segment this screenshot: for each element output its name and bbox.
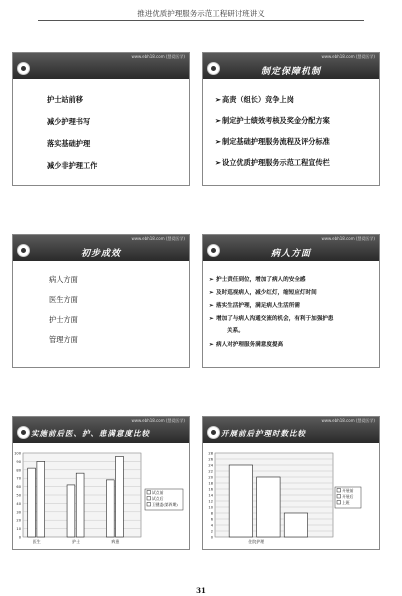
y-tick-label: 70 bbox=[16, 476, 21, 481]
slide-url: www.ebh18.com (慧爱医学) bbox=[131, 54, 185, 59]
y-tick-label: 12 bbox=[208, 499, 213, 504]
x-tick-label: 住院护理 bbox=[248, 539, 265, 544]
y-tick-label: 8 bbox=[210, 511, 213, 516]
bar bbox=[229, 465, 252, 537]
arrow-bullet-icon: ➢ bbox=[209, 277, 214, 283]
y-tick-label: 18 bbox=[208, 481, 213, 486]
arrow-bullet-icon: ➢ bbox=[209, 303, 214, 309]
arrow-bullet-icon: ➢ bbox=[215, 116, 222, 125]
y-tick-label: 24 bbox=[208, 463, 213, 468]
slide-1-list bbox=[47, 95, 97, 171]
list-item: 管理方面 bbox=[49, 335, 78, 344]
slide-4-list bbox=[209, 275, 333, 348]
logo-icon bbox=[207, 426, 220, 439]
bar bbox=[67, 485, 75, 537]
arrow-bullet-icon: ➢ bbox=[215, 95, 222, 104]
arrow-bullet-icon: ➢ bbox=[215, 137, 222, 146]
slide-4 bbox=[202, 234, 380, 368]
y-tick-label: 14 bbox=[208, 493, 213, 498]
legend-label: 卫健委(第四期) bbox=[152, 501, 178, 507]
list-item: ➢制定护士绩效考核及奖金分配方案 bbox=[215, 116, 330, 125]
slide-title: 实施前后医、护、患满意度比较 bbox=[31, 429, 150, 438]
legend-label: 试点前 bbox=[152, 489, 164, 495]
list-item: 减少非护理工作 bbox=[47, 161, 98, 170]
list-item: 医生方面 bbox=[49, 295, 78, 304]
y-tick-label: 22 bbox=[208, 469, 213, 474]
list-item: ➢ 增加了与病人沟通交流的机会，有利于加强护患 bbox=[209, 316, 334, 322]
slide-5 bbox=[12, 416, 190, 550]
logo-icon bbox=[17, 426, 30, 439]
slide-3 bbox=[12, 234, 190, 368]
y-tick-label: 2 bbox=[210, 529, 213, 534]
legend-swatch bbox=[147, 491, 151, 495]
y-tick-label: 50 bbox=[16, 493, 21, 498]
list-item: ➢高责（组长）竞争上岗 bbox=[215, 95, 294, 104]
header-rule bbox=[38, 20, 364, 21]
slide-2 bbox=[202, 52, 380, 186]
x-tick-label: 医生 bbox=[32, 539, 41, 544]
y-tick-label: 0 bbox=[18, 535, 21, 540]
list-item: ➢ 及时巡视病人，减少红灯，缩短应灯时间 bbox=[209, 290, 317, 296]
y-tick-label: 28 bbox=[208, 451, 213, 456]
y-tick-label: 10 bbox=[208, 505, 213, 510]
y-tick-label: 20 bbox=[208, 475, 213, 480]
logo-icon bbox=[17, 62, 30, 75]
bar bbox=[28, 468, 36, 537]
slide-6 bbox=[202, 416, 380, 550]
satisfaction-bar-chart bbox=[13, 447, 189, 547]
arrow-bullet-icon: ➢ bbox=[209, 316, 214, 322]
bar bbox=[106, 480, 114, 537]
bar bbox=[257, 477, 280, 537]
legend-label: 上班 bbox=[342, 499, 350, 505]
legend-swatch bbox=[337, 495, 341, 499]
list-item: ➢制定基础护理服务流程及评分标准 bbox=[215, 137, 330, 146]
legend-label: 试点后 bbox=[152, 495, 164, 501]
y-tick-label: 40 bbox=[16, 501, 21, 506]
slide-url: www.ebh18.com (慧爱医学) bbox=[321, 54, 375, 59]
list-item-continuation: 关系。 bbox=[227, 328, 244, 334]
slide-url: www.ebh18.com (慧爱医学) bbox=[321, 418, 375, 423]
list-item: 护士方面 bbox=[49, 315, 78, 324]
legend-swatch bbox=[337, 489, 341, 493]
y-tick-label: 90 bbox=[16, 459, 21, 464]
legend-swatch bbox=[337, 501, 341, 505]
x-tick-label: 病患 bbox=[111, 539, 120, 544]
list-item: ➢设立优质护理服务示范工程宣传栏 bbox=[215, 158, 330, 167]
bar bbox=[116, 456, 124, 537]
list-item: ➢ 护士责任到位，增加了病人的安全感 bbox=[209, 277, 306, 283]
y-tick-label: 20 bbox=[16, 518, 21, 523]
y-tick-label: 6 bbox=[210, 517, 213, 522]
list-item: ➢ 落实生活护理，满足病人生活所需 bbox=[209, 303, 300, 309]
slide-2-list bbox=[215, 95, 330, 168]
y-tick-label: 30 bbox=[16, 510, 21, 515]
legend-label: 开展后 bbox=[342, 493, 354, 499]
legend-swatch bbox=[147, 497, 151, 501]
arrow-bullet-icon: ➢ bbox=[209, 342, 214, 348]
list-item: 减少护理书写 bbox=[47, 117, 91, 126]
y-tick-label: 80 bbox=[16, 468, 21, 473]
slide-1 bbox=[12, 52, 190, 186]
bar bbox=[76, 473, 84, 537]
bar bbox=[284, 513, 307, 537]
slide-url: www.ebh18.com (慧爱医学) bbox=[131, 418, 185, 423]
page-header: 推进优质护理服务示范工程研讨班讲义 bbox=[137, 9, 265, 18]
arrow-bullet-icon: ➢ bbox=[209, 290, 214, 296]
slide-3-list bbox=[49, 275, 78, 345]
bar bbox=[37, 461, 45, 537]
y-tick-label: 4 bbox=[210, 523, 213, 528]
nursing-hours-bar-chart bbox=[203, 447, 379, 547]
list-item: ➢ 病人对护理服务满意度提高 bbox=[209, 342, 284, 348]
page-number: 31 bbox=[196, 586, 206, 595]
arrow-bullet-icon: ➢ bbox=[215, 158, 222, 167]
list-item: 落实基础护理 bbox=[47, 139, 91, 148]
slide-title: 病人方面 bbox=[270, 249, 311, 259]
slide-url: www.ebh18.com (慧爱医学) bbox=[131, 236, 185, 241]
x-tick-label: 护士 bbox=[72, 539, 81, 544]
y-tick-label: 0 bbox=[210, 535, 213, 540]
y-tick-label: 10 bbox=[16, 527, 21, 532]
slide-title: 制定保障机制 bbox=[260, 67, 321, 77]
legend-label: 开展前 bbox=[342, 487, 354, 493]
y-tick-label: 26 bbox=[208, 457, 213, 462]
legend-swatch bbox=[147, 503, 151, 507]
slide-title: 开展前后护理时数比较 bbox=[221, 429, 306, 438]
slide-title: 初步成效 bbox=[80, 249, 121, 259]
y-tick-label: 100 bbox=[14, 451, 21, 456]
list-item: 病人方面 bbox=[49, 275, 78, 284]
y-tick-label: 16 bbox=[208, 487, 213, 492]
y-tick-label: 60 bbox=[16, 485, 21, 490]
slide-url: www.ebh18.com (慧爱医学) bbox=[321, 236, 375, 241]
list-item: 护士站前移 bbox=[47, 95, 83, 104]
